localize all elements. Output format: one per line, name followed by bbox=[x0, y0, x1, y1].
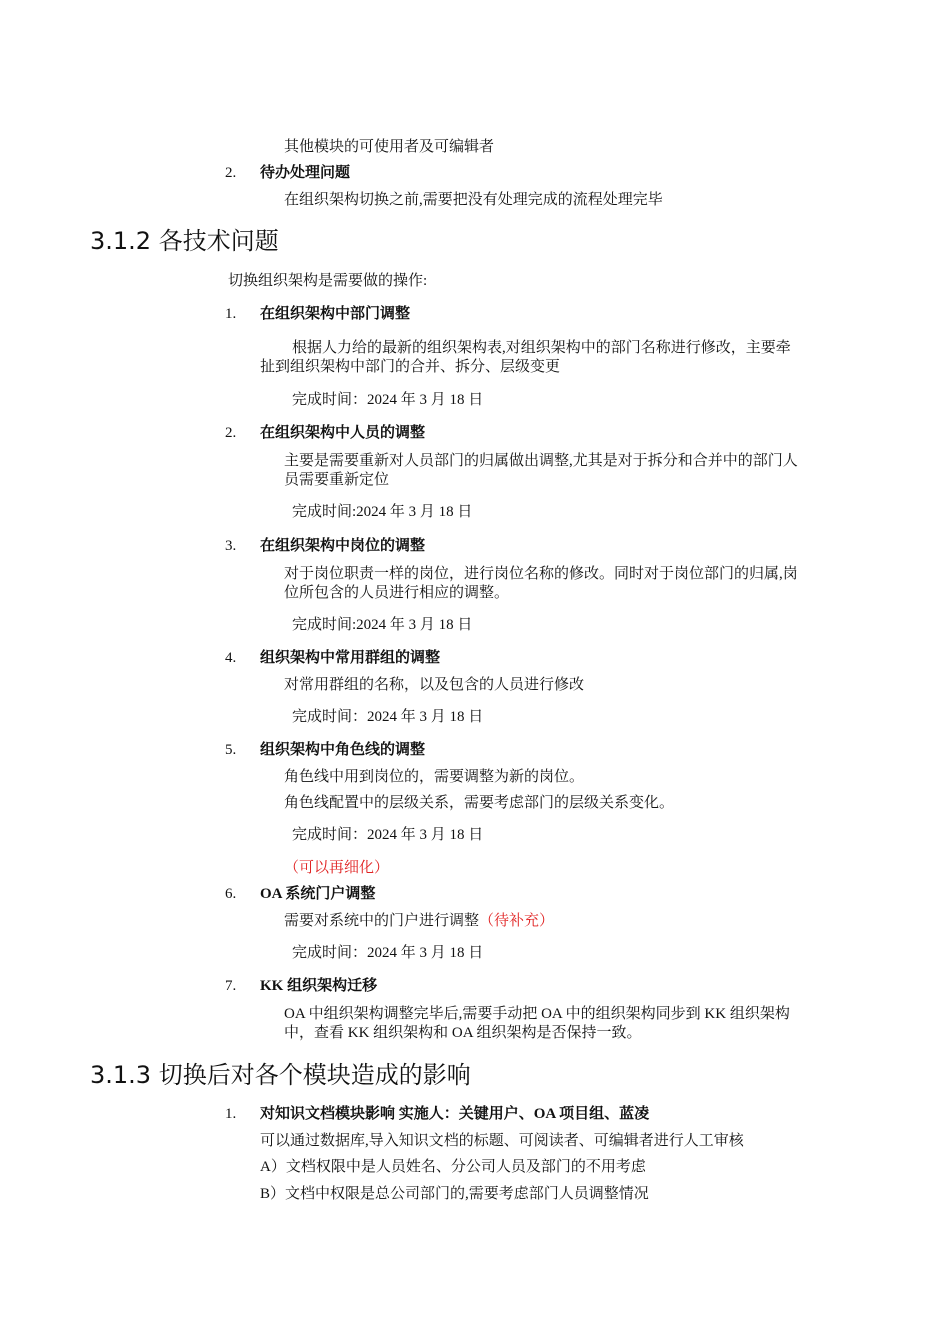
completion-time: 完成时间：2024 年 3 月 18 日 bbox=[292, 827, 484, 843]
list-number: 1. bbox=[225, 1106, 237, 1122]
paragraph-text: 其他模块的可使用者及可编辑者 bbox=[284, 139, 495, 155]
paragraph-text: OA 中组织架构调整完毕后,需要手动把 OA 中的组织架构同步到 KK 组织架构 bbox=[284, 1006, 790, 1022]
paragraph-text: 对于岗位职责一样的岗位，进行岗位名称的修改。同时对于岗位部门的归属,岗 bbox=[284, 566, 798, 582]
paragraph-text: 对常用群组的名称，以及包含的人员进行修改 bbox=[284, 677, 585, 693]
list-item-title: 在组织架构中岗位的调整 bbox=[260, 538, 426, 554]
paragraph-text: 员需要重新定位 bbox=[284, 472, 390, 488]
completion-time: 完成时间：2024 年 3 月 18 日 bbox=[292, 392, 484, 408]
list-item-title: 对知识文档模块影响 实施人：关键用户、OA 项目组、蓝凌 bbox=[260, 1106, 650, 1122]
paragraph-text-main: 需要对系统中的门户进行调整 bbox=[284, 913, 480, 929]
paragraph-text: 角色线配置中的层级关系，需要考虑部门的层级关系变化。 bbox=[284, 795, 675, 811]
pending-note: （待补充） bbox=[479, 913, 555, 929]
list-item-title: 组织架构中角色线的调整 bbox=[260, 742, 426, 758]
list-item-title: OA 系统门户调整 bbox=[260, 886, 376, 902]
list-item-title: 组织架构中常用群组的调整 bbox=[260, 650, 441, 666]
list-number: 5. bbox=[225, 742, 237, 758]
paragraph-text: 主要是需要重新对人员部门的归属做出调整,尤其是对于拆分和合并中的部门人 bbox=[284, 453, 798, 469]
list-number: 1. bbox=[225, 306, 237, 322]
paragraph-text: 可以通过数据库,导入知识文档的标题、可阅读者、可编辑者进行人工审核 bbox=[260, 1133, 744, 1149]
list-number: 2. bbox=[225, 165, 237, 181]
list-item-title: 待办处理问题 bbox=[260, 165, 351, 181]
completion-time: 完成时间：2024 年 3 月 18 日 bbox=[292, 945, 484, 961]
paragraph-text: A）文档权限中是人员姓名、分公司人员及部门的不用考虑 bbox=[260, 1159, 646, 1175]
section-heading: 3.1.3 切换后对各个模块造成的影响 bbox=[90, 1061, 471, 1089]
paragraph-text: 角色线中用到岗位的，需要调整为新的岗位。 bbox=[284, 769, 585, 785]
completion-time: 完成时间:2024 年 3 月 18 日 bbox=[292, 504, 473, 520]
list-number: 2. bbox=[225, 425, 237, 441]
paragraph-text: 位所包含的人员进行相应的调整。 bbox=[284, 585, 510, 601]
list-item-title: 在组织架构中人员的调整 bbox=[260, 425, 426, 441]
list-item-title: KK 组织架构迁移 bbox=[260, 978, 378, 994]
list-number: 7. bbox=[225, 978, 237, 994]
paragraph-text: 根据人力给的最新的组织架构表,对组织架构中的部门名称进行修改，主要牵 bbox=[292, 340, 791, 356]
list-number: 3. bbox=[225, 538, 237, 554]
paragraph-text: 中，查看 KK 组织架构和 OA 组织架构是否保持一致。 bbox=[284, 1025, 642, 1041]
list-number: 4. bbox=[225, 650, 237, 666]
paragraph-text bbox=[284, 911, 554, 931]
completion-time: 完成时间:2024 年 3 月 18 日 bbox=[292, 617, 473, 633]
paragraph-text: 在组织架构切换之前,需要把没有处理完成的流程处理完毕 bbox=[284, 192, 663, 208]
refine-note: （可以再细化） bbox=[284, 860, 390, 876]
completion-time: 完成时间：2024 年 3 月 18 日 bbox=[292, 709, 484, 725]
section-heading: 3.1.2 各技术问题 bbox=[90, 227, 279, 255]
paragraph-text: 切换组织架构是需要做的操作: bbox=[228, 273, 428, 289]
list-number: 6. bbox=[225, 886, 237, 902]
paragraph-text: B）文档中权限是总公司部门的,需要考虑部门人员调整情况 bbox=[260, 1186, 649, 1202]
list-item-title: 在组织架构中部门调整 bbox=[260, 306, 411, 322]
paragraph-text: 扯到组织架构中部门的合并、拆分、层级变更 bbox=[260, 359, 561, 375]
